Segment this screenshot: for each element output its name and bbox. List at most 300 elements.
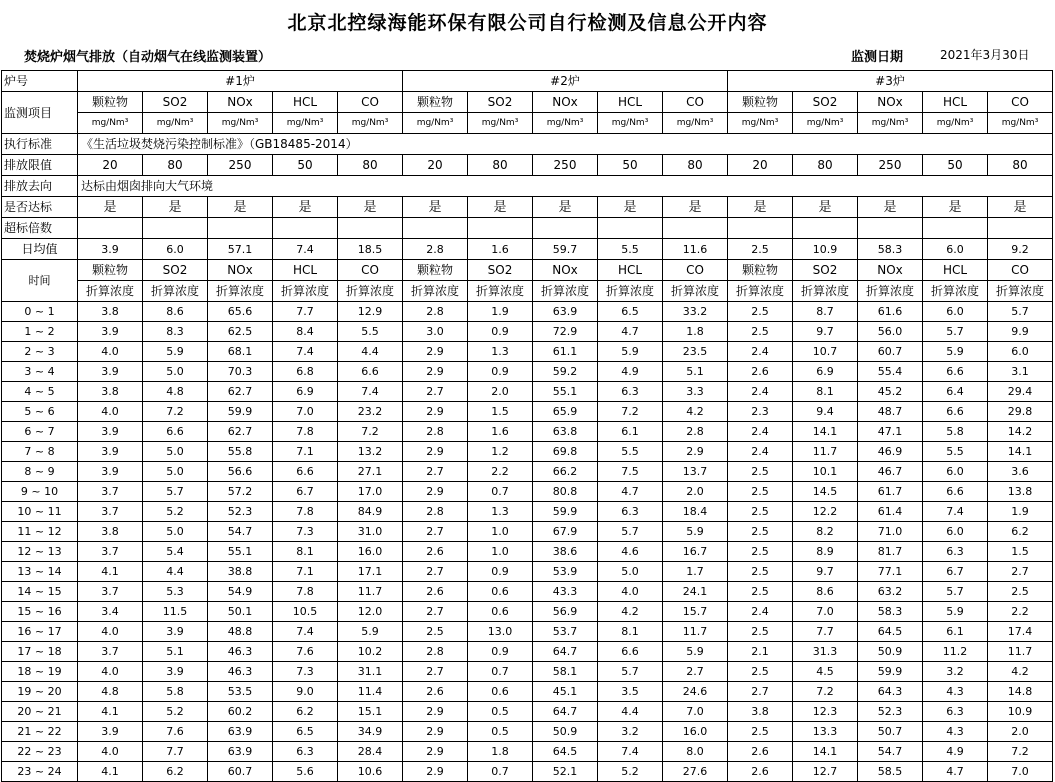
hour-value: 12.2: [793, 502, 858, 522]
conc-label: 折算浓度: [793, 281, 858, 302]
hour-value: 11.7: [338, 582, 403, 602]
hour-value: 5.4: [143, 542, 208, 562]
hour-value: 45.2: [858, 382, 923, 402]
hour-value: 16.0: [663, 722, 728, 742]
destination-row: [2, 176, 1053, 197]
hour-value: 2.6: [403, 682, 468, 702]
time-cell: 21 ~ 22: [2, 722, 78, 742]
compliant-value: 是: [598, 197, 663, 218]
pollutant-header: HCL: [273, 92, 338, 113]
hour-value: 59.2: [533, 362, 598, 382]
pollutant-header: HCL: [923, 260, 988, 281]
limit-value: 250: [858, 155, 923, 176]
hour-value: 2.4: [728, 422, 793, 442]
hour-value: 65.6: [208, 302, 273, 322]
hour-value: 18.4: [663, 502, 728, 522]
hour-value: 66.2: [533, 462, 598, 482]
time-cell: 17 ~ 18: [2, 642, 78, 662]
hour-value: 1.0: [468, 542, 533, 562]
pollutant-header: HCL: [273, 260, 338, 281]
time-cell: 18 ~ 19: [2, 662, 78, 682]
hour-value: 6.6: [923, 362, 988, 382]
conc-label: 折算浓度: [988, 281, 1053, 302]
hour-value: 5.7: [923, 322, 988, 342]
time-cell: 12 ~ 13: [2, 542, 78, 562]
hour-value: 1.2: [468, 442, 533, 462]
hour-value: 7.0: [273, 402, 338, 422]
exceed-value: [598, 218, 663, 239]
hour-row: [2, 602, 1053, 622]
hour-row: [2, 322, 1053, 342]
hour-value: 2.6: [728, 362, 793, 382]
hour-value: 2.6: [728, 742, 793, 762]
compliant-value: 是: [923, 197, 988, 218]
hour-value: 6.6: [338, 362, 403, 382]
furnace-header: #3炉: [728, 71, 1053, 92]
hour-value: 52.3: [858, 702, 923, 722]
hour-value: 61.1: [533, 342, 598, 362]
hour-value: 6.5: [598, 302, 663, 322]
hour-value: 5.2: [143, 502, 208, 522]
time-cell: 22 ~ 23: [2, 742, 78, 762]
limit-value: 50: [273, 155, 338, 176]
hour-value: 4.7: [923, 762, 988, 782]
exceed-value: [728, 218, 793, 239]
hour-value: 3.8: [78, 382, 143, 402]
hour-row: [2, 442, 1053, 462]
limit-value: 250: [208, 155, 273, 176]
hour-value: 6.9: [273, 382, 338, 402]
hour-value: 60.7: [858, 342, 923, 362]
time-cell: 14 ~ 15: [2, 582, 78, 602]
hour-row: [2, 402, 1053, 422]
exceed-value: [533, 218, 598, 239]
hour-value: 8.3: [143, 322, 208, 342]
conc-label: 折算浓度: [858, 281, 923, 302]
hour-value: 3.9: [78, 442, 143, 462]
conc-label: 折算浓度: [208, 281, 273, 302]
hour-value: 55.1: [533, 382, 598, 402]
hour-value: 59.9: [858, 662, 923, 682]
hour-value: 7.8: [273, 422, 338, 442]
unit-cell: mg/Nm³: [598, 113, 663, 134]
hour-value: 2.5: [728, 542, 793, 562]
hour-value: 3.8: [728, 702, 793, 722]
hour-value: 7.2: [338, 422, 403, 442]
hour-value: 46.3: [208, 662, 273, 682]
hour-value: 2.0: [988, 722, 1053, 742]
hour-value: 2.3: [728, 402, 793, 422]
hour-value: 17.0: [338, 482, 403, 502]
hour-value: 3.7: [78, 642, 143, 662]
hour-value: 55.4: [858, 362, 923, 382]
time-cell: 3 ~ 4: [2, 362, 78, 382]
hour-value: 61.6: [858, 302, 923, 322]
hour-value: 3.8: [78, 522, 143, 542]
row-label-standard: 执行标准: [2, 134, 78, 155]
hour-value: 2.9: [403, 762, 468, 782]
hour-value: 2.9: [403, 362, 468, 382]
hour-value: 7.8: [273, 502, 338, 522]
unit-cell: mg/Nm³: [923, 113, 988, 134]
limit-value: 20: [403, 155, 468, 176]
hour-value: 13.3: [793, 722, 858, 742]
hour-value: 5.8: [143, 682, 208, 702]
limit-row: [2, 155, 1053, 176]
conc-label: 折算浓度: [923, 281, 988, 302]
hour-value: 62.5: [208, 322, 273, 342]
hour-value: 6.6: [923, 482, 988, 502]
row-label-limit: 排放限值: [2, 155, 78, 176]
hour-value: 6.3: [598, 502, 663, 522]
hour-value: 7.3: [273, 662, 338, 682]
hour-value: 8.1: [598, 622, 663, 642]
daily-value: 2.8: [403, 239, 468, 260]
hour-value: 2.8: [403, 302, 468, 322]
compliant-value: 是: [78, 197, 143, 218]
conc-label: 折算浓度: [728, 281, 793, 302]
hour-value: 24.6: [663, 682, 728, 702]
hour-value: 33.2: [663, 302, 728, 322]
hour-value: 6.3: [598, 382, 663, 402]
hour-value: 14.2: [988, 422, 1053, 442]
pollutant-header: CO: [988, 260, 1053, 281]
hour-value: 17.1: [338, 562, 403, 582]
hour-value: 6.3: [923, 702, 988, 722]
hour-value: 4.2: [663, 402, 728, 422]
hour-value: 3.9: [78, 422, 143, 442]
hour-value: 56.6: [208, 462, 273, 482]
pollutant-header: NOx: [858, 92, 923, 113]
hour-value: 2.5: [988, 582, 1053, 602]
compliant-value: 是: [403, 197, 468, 218]
hour-value: 7.4: [923, 502, 988, 522]
daily-value: 3.9: [78, 239, 143, 260]
hour-value: 54.9: [208, 582, 273, 602]
hour-value: 3.0: [403, 322, 468, 342]
hour-value: 10.2: [338, 642, 403, 662]
hour-value: 2.5: [728, 722, 793, 742]
hour-value: 1.3: [468, 342, 533, 362]
pollutant-header: HCL: [598, 92, 663, 113]
unit-cell: mg/Nm³: [533, 113, 598, 134]
hour-value: 8.2: [793, 522, 858, 542]
hour-value: 4.0: [78, 402, 143, 422]
limit-value: 50: [923, 155, 988, 176]
unit-cell: mg/Nm³: [403, 113, 468, 134]
hour-value: 16.0: [338, 542, 403, 562]
hour-value: 57.2: [208, 482, 273, 502]
hour-value: 27.1: [338, 462, 403, 482]
hour-value: 50.9: [533, 722, 598, 742]
daily-value: 2.5: [728, 239, 793, 260]
hour-value: 7.2: [793, 682, 858, 702]
hour-value: 2.7: [663, 662, 728, 682]
hour-value: 1.0: [468, 522, 533, 542]
pollutant-header: 颗粒物: [728, 260, 793, 281]
hour-value: 71.0: [858, 522, 923, 542]
conc-label: 折算浓度: [273, 281, 338, 302]
hour-value: 56.9: [533, 602, 598, 622]
hour-value: 4.4: [143, 562, 208, 582]
hour-value: 4.0: [78, 742, 143, 762]
hour-value: 1.8: [663, 322, 728, 342]
time-cell: 5 ~ 6: [2, 402, 78, 422]
hour-value: 3.7: [78, 482, 143, 502]
hour-value: 16.7: [663, 542, 728, 562]
time-cell: 11 ~ 12: [2, 522, 78, 542]
conc-label: 折算浓度: [78, 281, 143, 302]
hour-value: 14.1: [793, 742, 858, 762]
hour-value: 14.5: [793, 482, 858, 502]
hour-value: 11.2: [923, 642, 988, 662]
hour-value: 60.2: [208, 702, 273, 722]
exceed-value: [468, 218, 533, 239]
hour-value: 58.1: [533, 662, 598, 682]
hour-value: 2.5: [728, 562, 793, 582]
time-cell: 15 ~ 16: [2, 602, 78, 622]
limit-value: 80: [663, 155, 728, 176]
hour-value: 2.7: [728, 682, 793, 702]
hour-value: 10.7: [793, 342, 858, 362]
hour-value: 38.8: [208, 562, 273, 582]
hour-value: 3.7: [78, 582, 143, 602]
hour-value: 80.8: [533, 482, 598, 502]
hour-value: 1.6: [468, 422, 533, 442]
hour-value: 52.1: [533, 762, 598, 782]
hour-value: 7.7: [143, 742, 208, 762]
hour-value: 0.6: [468, 582, 533, 602]
hour-value: 7.4: [338, 382, 403, 402]
hour-value: 5.9: [143, 342, 208, 362]
hour-value: 5.5: [923, 442, 988, 462]
exceed-value: [208, 218, 273, 239]
exceed-value: [78, 218, 143, 239]
hour-value: 6.6: [273, 462, 338, 482]
hour-row: [2, 742, 1053, 762]
hour-value: 2.4: [728, 382, 793, 402]
unit-cell: mg/Nm³: [468, 113, 533, 134]
unit-row: [2, 113, 1053, 134]
hour-value: 2.5: [728, 582, 793, 602]
hour-value: 11.7: [663, 622, 728, 642]
hour-value: 2.7: [988, 562, 1053, 582]
exceed-value: [663, 218, 728, 239]
hour-value: 5.5: [598, 442, 663, 462]
hour-value: 64.5: [858, 622, 923, 642]
hour-value: 3.9: [78, 322, 143, 342]
hour-value: 61.4: [858, 502, 923, 522]
compliant-value: 是: [663, 197, 728, 218]
time-cell: 19 ~ 20: [2, 682, 78, 702]
hour-value: 2.2: [988, 602, 1053, 622]
hour-value: 12.7: [793, 762, 858, 782]
hour-value: 4.0: [598, 582, 663, 602]
hour-value: 67.9: [533, 522, 598, 542]
time-cell: 10 ~ 11: [2, 502, 78, 522]
unit-cell: mg/Nm³: [988, 113, 1053, 134]
hour-value: 2.5: [403, 622, 468, 642]
hour-value: 6.2: [988, 522, 1053, 542]
hour-value: 6.6: [923, 402, 988, 422]
exceed-value: [923, 218, 988, 239]
hour-value: 4.1: [78, 702, 143, 722]
hour-row: [2, 622, 1053, 642]
date-label: 监测日期: [851, 50, 904, 65]
hour-value: 13.2: [338, 442, 403, 462]
hour-value: 14.8: [988, 682, 1053, 702]
hour-value: 2.7: [403, 662, 468, 682]
pollutant-row: [2, 92, 1053, 113]
hour-value: 2.0: [468, 382, 533, 402]
hour-value: 4.7: [598, 322, 663, 342]
hour-value: 1.9: [988, 502, 1053, 522]
hour-value: 62.7: [208, 382, 273, 402]
hour-value: 2.9: [403, 722, 468, 742]
hour-value: 7.0: [988, 762, 1053, 782]
hour-value: 4.7: [598, 482, 663, 502]
exceed-value: [988, 218, 1053, 239]
exceed-value: [338, 218, 403, 239]
furnace-header: #2炉: [403, 71, 728, 92]
hour-value: 7.3: [273, 522, 338, 542]
hour-row: [2, 542, 1053, 562]
hour-value: 53.5: [208, 682, 273, 702]
hour-value: 7.4: [598, 742, 663, 762]
hour-value: 4.9: [598, 362, 663, 382]
hour-value: 48.8: [208, 622, 273, 642]
row-label-exceed: 超标倍数: [2, 218, 78, 239]
hour-value: 5.2: [143, 702, 208, 722]
hour-value: 59.9: [533, 502, 598, 522]
hour-value: 7.8: [273, 582, 338, 602]
exceed-value: [793, 218, 858, 239]
hour-value: 7.1: [273, 562, 338, 582]
hour-value: 2.5: [728, 302, 793, 322]
time-cell: 1 ~ 2: [2, 322, 78, 342]
hour-value: 4.8: [78, 682, 143, 702]
hour-value: 54.7: [208, 522, 273, 542]
hour-value: 6.0: [923, 462, 988, 482]
hour-value: 81.7: [858, 542, 923, 562]
limit-value: 20: [728, 155, 793, 176]
limit-value: 250: [533, 155, 598, 176]
hour-value: 5.3: [143, 582, 208, 602]
hour-value: 60.7: [208, 762, 273, 782]
time-cell: 8 ~ 9: [2, 462, 78, 482]
hour-value: 7.5: [598, 462, 663, 482]
pollutant-header: 颗粒物: [78, 92, 143, 113]
hour-value: 2.0: [663, 482, 728, 502]
hour-value: 2.5: [728, 622, 793, 642]
hour-value: 2.9: [403, 742, 468, 762]
hour-value: 4.0: [78, 622, 143, 642]
hour-value: 54.7: [858, 742, 923, 762]
hour-value: 0.6: [468, 602, 533, 622]
conc-label: 折算浓度: [468, 281, 533, 302]
hour-value: 50.9: [858, 642, 923, 662]
hour-value: 7.7: [793, 622, 858, 642]
daily-value: 6.0: [923, 239, 988, 260]
hour-value: 5.8: [923, 422, 988, 442]
hour-value: 7.7: [273, 302, 338, 322]
hour-value: 13.7: [663, 462, 728, 482]
hour-row: [2, 722, 1053, 742]
pollutant-header: 颗粒物: [78, 260, 143, 281]
compliant-value: 是: [143, 197, 208, 218]
hour-value: 13.8: [988, 482, 1053, 502]
hour-value: 3.3: [663, 382, 728, 402]
hour-value: 24.1: [663, 582, 728, 602]
hour-value: 5.7: [143, 482, 208, 502]
hour-value: 6.6: [143, 422, 208, 442]
hour-value: 38.6: [533, 542, 598, 562]
compliant-value: 是: [793, 197, 858, 218]
hour-value: 27.6: [663, 762, 728, 782]
hour-value: 10.9: [988, 702, 1053, 722]
hour-value: 63.8: [533, 422, 598, 442]
pollutant-header: NOx: [858, 260, 923, 281]
hour-value: 69.8: [533, 442, 598, 462]
hour-value: 8.7: [793, 302, 858, 322]
daily-value: 58.3: [858, 239, 923, 260]
hour-value: 2.5: [728, 522, 793, 542]
row-label-daily: 日均值: [2, 239, 78, 260]
hour-value: 3.9: [143, 662, 208, 682]
hour-value: 2.9: [403, 402, 468, 422]
hour-value: 5.2: [598, 762, 663, 782]
hour-value: 31.1: [338, 662, 403, 682]
date-value: 2021年3月30日: [940, 48, 1030, 62]
hour-value: 2.8: [663, 422, 728, 442]
hour-value: 7.0: [793, 602, 858, 622]
exceed-value: [273, 218, 338, 239]
hour-value: 5.9: [923, 342, 988, 362]
unit-cell: mg/Nm³: [728, 113, 793, 134]
hour-value: 3.7: [78, 502, 143, 522]
hour-row: [2, 562, 1053, 582]
hour-value: 59.9: [208, 402, 273, 422]
hour-value: 12.0: [338, 602, 403, 622]
hour-value: 5.0: [598, 562, 663, 582]
hour-value: 6.1: [598, 422, 663, 442]
hour-value: 72.9: [533, 322, 598, 342]
hour-row: [2, 362, 1053, 382]
hour-value: 0.7: [468, 762, 533, 782]
exceed-value: [143, 218, 208, 239]
hour-value: 31.0: [338, 522, 403, 542]
hour-row: [2, 662, 1053, 682]
hour-value: 1.9: [468, 302, 533, 322]
hour-value: 65.9: [533, 402, 598, 422]
time-cell: 9 ~ 10: [2, 482, 78, 502]
row-label-destination: 排放去向: [2, 176, 78, 197]
time-cell: 16 ~ 17: [2, 622, 78, 642]
hour-value: 29.4: [988, 382, 1053, 402]
hour-value: 2.6: [403, 582, 468, 602]
hour-value: 6.2: [273, 702, 338, 722]
hour-value: 2.8: [403, 502, 468, 522]
time-cell: 6 ~ 7: [2, 422, 78, 442]
hour-value: 0.7: [468, 662, 533, 682]
hour-value: 5.0: [143, 442, 208, 462]
hour-value: 6.1: [923, 622, 988, 642]
hour-value: 2.8: [403, 422, 468, 442]
hour-value: 0.9: [468, 322, 533, 342]
hour-value: 4.8: [143, 382, 208, 402]
hour-value: 0.5: [468, 702, 533, 722]
exceed-value: [858, 218, 923, 239]
